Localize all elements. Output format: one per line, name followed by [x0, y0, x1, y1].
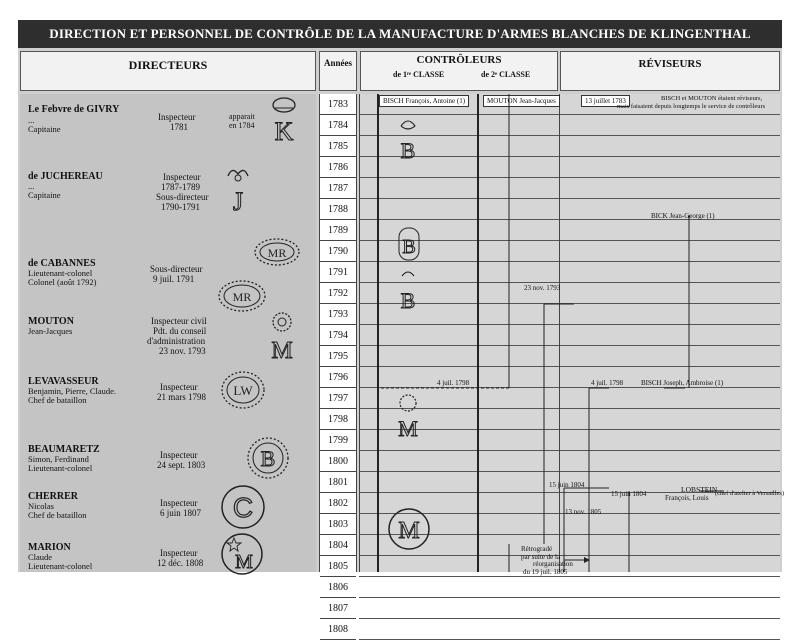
annotation-date: 23 nov. 1793 [524, 284, 561, 292]
year-cell: 1805 [320, 556, 356, 577]
director-sub: Capitaine [28, 124, 61, 134]
ctrl-mark-letter: M [398, 416, 418, 441]
annotation-retro: réorganisation [533, 560, 573, 568]
header-reviseurs: RÉVISEURS [560, 51, 780, 91]
connector-lines [359, 94, 780, 572]
grid-row-line [359, 597, 780, 598]
director-name: MOUTON [28, 316, 74, 327]
controller-mouton-label: MOUTON Jean-Jacques [483, 95, 560, 107]
year-cell: 1790 [320, 241, 356, 262]
year-cell: 1799 [320, 430, 356, 451]
reviseur-date: 15 juin 1804 [549, 481, 585, 489]
director-role: Inspecteur [163, 172, 201, 182]
reviseur-date: 15 juin 1804 [611, 490, 647, 498]
header-controleurs-title: CONTRÔLEURS [416, 54, 502, 66]
director-role: 23 nov. 1793 [159, 346, 206, 356]
annotation-date: 4 juil. 1798 [437, 379, 470, 387]
stamp-star-m-icon [218, 532, 266, 572]
year-cell: 1786 [320, 157, 356, 178]
director-role: 21 mars 1798 [157, 392, 206, 402]
director-name: CHERRER [28, 491, 79, 502]
director-role: 12 déc. 1808 [157, 558, 204, 568]
ctrl-mark-letter: M [398, 518, 420, 544]
stamp-letter: MR [232, 290, 252, 304]
grid-row-line [359, 576, 780, 577]
director-name: de CABANNES [28, 258, 96, 269]
director-role: 6 juin 1807 [160, 508, 202, 518]
director-sub: Capitaine [28, 190, 61, 200]
stamp-letter: J [232, 187, 244, 216]
director-name: Le Febvre de GIVRY [28, 104, 120, 115]
stamp-lw-icon [220, 370, 266, 410]
ctrl-mark-letter: B [402, 236, 416, 258]
year-cell: 1803 [320, 514, 356, 535]
year-cell: 1785 [320, 136, 356, 157]
header-ctrl-2e-classe: de 2ᵉ CLASSE [481, 70, 531, 79]
stamp-letter: LW [233, 383, 253, 398]
stamp-mr2-icon [216, 278, 268, 314]
year-cell: 1792 [320, 283, 356, 304]
director-role: 1790-1791 [161, 202, 200, 212]
year-cell: 1788 [320, 199, 356, 220]
director-sub: Chef de bataillon [28, 395, 87, 405]
year-cell: 1795 [320, 346, 356, 367]
stamp-b-icon [246, 436, 290, 480]
stamp-letter: M [235, 551, 253, 573]
director-role: Sous-directeur [150, 264, 203, 274]
year-cell: 1793 [320, 304, 356, 325]
annotation-date: 13 nov. 1805 [565, 508, 602, 516]
director-role: d'administration [147, 336, 206, 346]
year-cell: 1783 [320, 94, 356, 115]
header-controleurs [360, 51, 558, 91]
year-cell: 1808 [320, 619, 356, 640]
year-cell: 1794 [320, 325, 356, 346]
director-sub: Lieutenant-colonel [28, 463, 93, 473]
director-sub: Lieutenant-colonel [28, 561, 93, 571]
stamp-letter: K [274, 117, 294, 146]
director-sub: Benjamin, Pierre, Claude. [28, 386, 117, 396]
director-name: de JUCHEREAU [28, 171, 103, 182]
director-role: Inspecteur [160, 382, 198, 392]
director-role: Inspecteur [158, 112, 196, 122]
director-note: en 1784 [229, 121, 255, 130]
stamp-m-icon [266, 310, 298, 366]
annotation-retro: Rétrogradé [521, 545, 553, 553]
director-sub: Jean-Jacques [28, 326, 73, 336]
director-role: Inspecteur [160, 498, 198, 508]
director-sub: Nicolas [28, 501, 54, 511]
year-cell: 1787 [320, 178, 356, 199]
director-sub: Lieutenant-colonel [28, 268, 93, 278]
year-cell: 1801 [320, 472, 356, 493]
header-annees: Années [319, 51, 357, 91]
annotation-retro: du 19 juil. 1805 [523, 568, 568, 576]
controller-bisch-label: BISCH François, Antoine (1) [379, 95, 469, 107]
stamp-c-icon [220, 484, 266, 530]
director-role: Pdt. du conseil [153, 326, 207, 336]
grid-row-line [359, 618, 780, 619]
year-cell: 1800 [320, 451, 356, 472]
director-role: Inspecteur [160, 548, 198, 558]
directors-panel [20, 94, 316, 572]
year-cell: 1798 [320, 409, 356, 430]
reviseur-note: mais faisaient depuis longtemps le service de contrôleurs [617, 103, 766, 110]
stamp-letter: C [232, 492, 254, 523]
stamp-k-icon [266, 96, 302, 146]
director-sub: Chef de bataillon [28, 510, 87, 520]
year-cell: 1806 [320, 577, 356, 598]
document-page [18, 20, 785, 635]
stamp-mr-icon [252, 236, 302, 268]
year-cell: 1807 [320, 598, 356, 619]
reviseur-bisch-joseph: BISCH Joseph, Ambroise (1) [641, 379, 724, 387]
reviseur-lobstein-note: (chef d'atelier à Versailles) [715, 490, 785, 497]
reviseur-note: BISCH et MOUTON étaient réviseurs, [661, 95, 763, 102]
header-directeurs: DIRECTEURS [20, 51, 316, 91]
year-cell: 1796 [320, 367, 356, 388]
ctrl-mark-letter: B [400, 138, 416, 163]
director-sub: Claude [28, 552, 53, 562]
reviseur-bick: BICK Jean-George (1) [651, 212, 715, 220]
annotation-retro: par suite de la [521, 553, 561, 561]
year-cell: 1797 [320, 388, 356, 409]
director-name: MARION [28, 542, 71, 553]
stamp-letter: B [260, 446, 276, 471]
timeline-grid [359, 94, 785, 576]
year-cell: 1784 [320, 115, 356, 136]
director-role: Inspecteur [160, 450, 198, 460]
director-sub: ... [28, 115, 35, 125]
reviseur-date-label: 13 juillet 1783 [581, 95, 630, 107]
stamp-letter: MR [267, 246, 287, 260]
year-cell: 1789 [320, 220, 356, 241]
director-role: 1781 [170, 122, 188, 132]
header-ctrl-1ere-classe: de 1ʳᵉ CLASSE [393, 70, 445, 79]
stamp-letter: M [271, 338, 293, 364]
page-title: DIRECTION ET PERSONNEL DE CONTRÔLE DE LA MANUFACTURE D'ARMES BLANCHES DE KLINGENTHAL [18, 20, 782, 48]
stamp-j-icon [220, 162, 256, 218]
director-role: 9 juil. 1791 [153, 274, 195, 284]
director-role: 24 sept. 1803 [157, 460, 206, 470]
director-role: Inspecteur civil [151, 316, 207, 326]
director-name: BEAUMARETZ [28, 444, 100, 455]
director-note: apparait [229, 112, 255, 121]
year-cell: 1791 [320, 262, 356, 283]
director-sub: Simon, Ferdinand [28, 454, 89, 464]
director-name: LEVAVASSEUR [28, 376, 99, 387]
years-column [319, 94, 357, 635]
year-cell: 1802 [320, 493, 356, 514]
director-role: Sous-directeur [156, 192, 209, 202]
director-role: 1787-1789 [161, 182, 200, 192]
director-sub: Colonel (août 1792) [28, 277, 97, 287]
reviseur-lobstein: LOBSTEIN [681, 485, 718, 494]
director-sub: ... [28, 181, 35, 191]
reviseur-date: 4 juil. 1798 [591, 379, 624, 387]
year-cell: 1804 [320, 535, 356, 556]
reviseur-lobstein-sub: François, Louis [665, 494, 709, 502]
ctrl-mark-letter: B [400, 288, 416, 313]
